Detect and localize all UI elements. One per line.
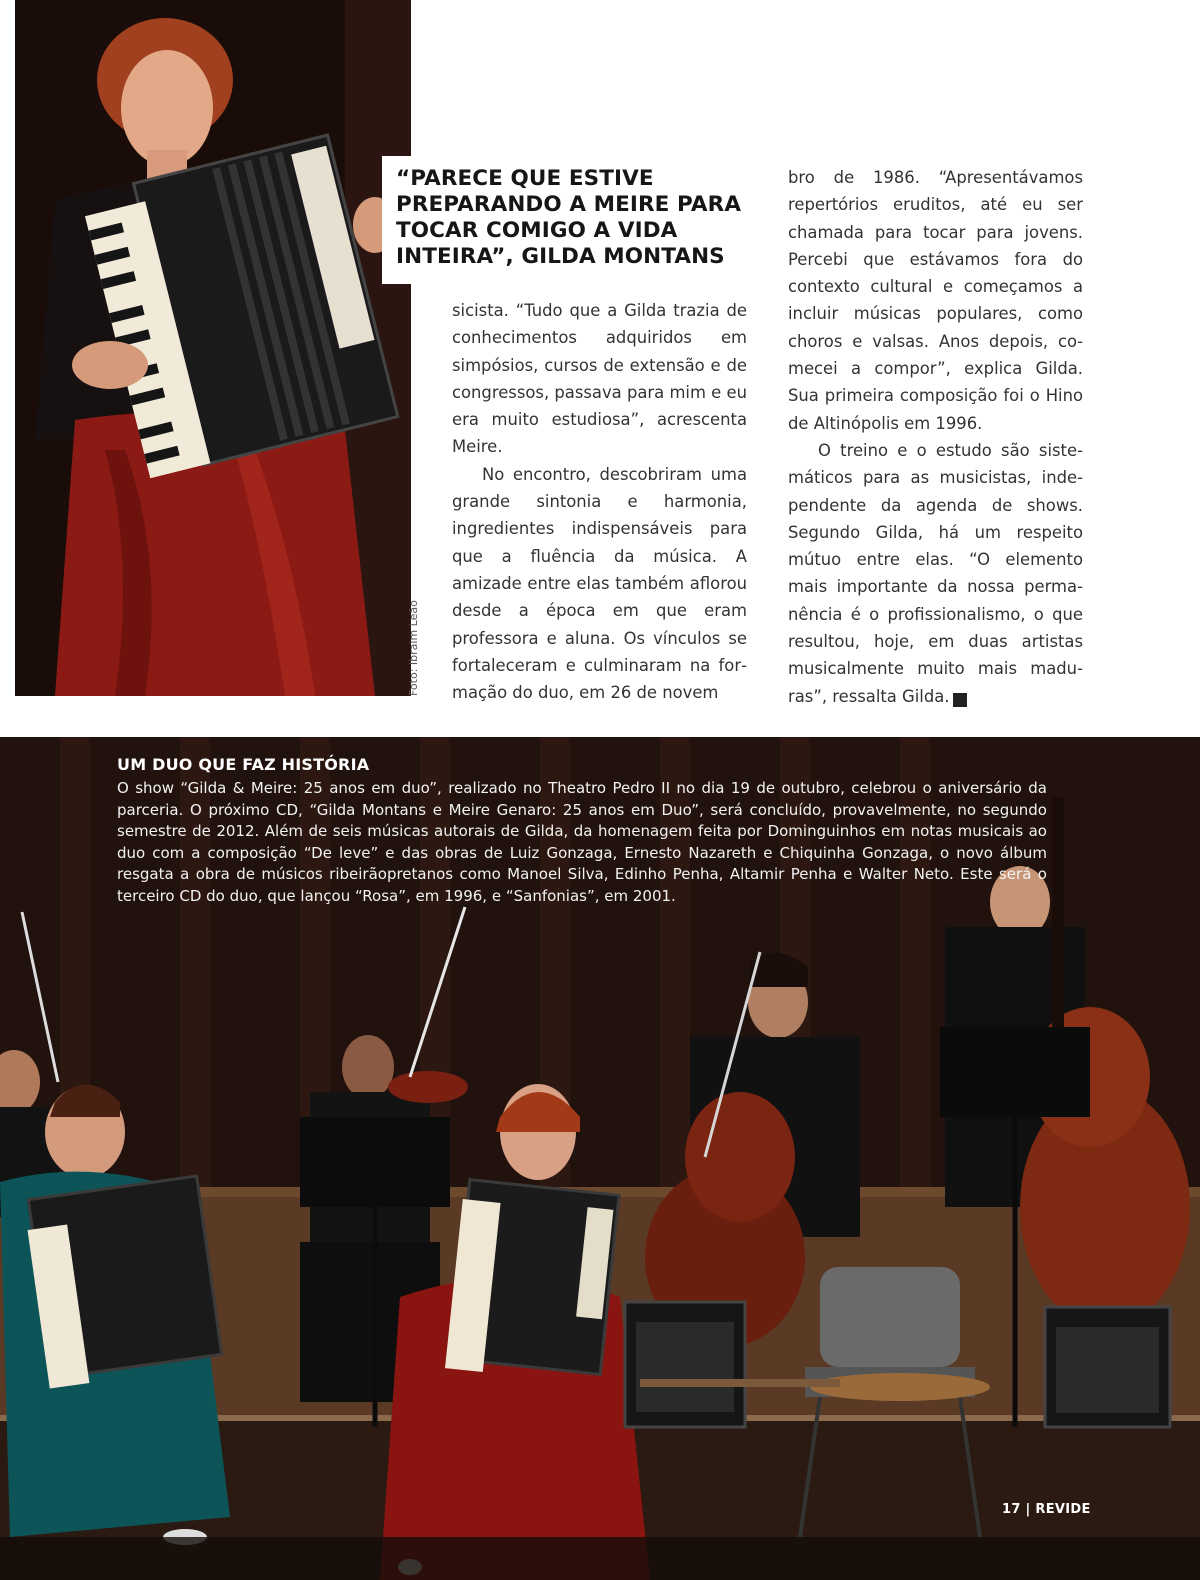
end-of-article-mark: r (953, 693, 967, 707)
sidebar-box-title: UM DUO QUE FAZ HISTÓRIA (117, 755, 370, 774)
article-column-right (788, 164, 1083, 710)
page-folio: 17 | REVIDE (1002, 1502, 1091, 1517)
sidebar-box-text: O show “Gilda & Meire: 25 anos em duo”, realizado no Theatro Pedro II no dia 19 de outubro, celebrou o aniversário da parceria. O próximo CD, “Gilda Montans e Meire Genaro: 25 anos em Duo”, será concluído, provavelmente, no segundo semestre de 2012. Além de seis músicas autorais de Gilda, da homenagem feita por Dominguinhos em notas musicais ao duo com a composição “De leve” e das obras de Luiz Gonzaga, Ernesto Nazareth e Chiquinha Gonzaga, o novo álbum resgata a obra de músicos ribeirãopretanos como Manoel Silva, Edinho Penha, Altamir Penha e Walter Neto. Este será o terceiro CD do duo, que lançou “Rosa”, em 1996, e “Sanfonias”, em 2001. (117, 779, 1047, 905)
paragraph-text: O treino e o estudo são sistemáticos para as musicistas, independente da agenda de shows. Segundo Gilda, há um respeito mútuo entre elas. “O elemento mais importante da nossa permanência é o profissionalismo, o que resultou, hoje, em duas artistas musicalmente muito mais maduras”, ressalta Gilda. (788, 440, 1083, 706)
article-column-middle (452, 297, 747, 706)
accordionist-portrait-illustration (15, 0, 411, 696)
paragraph: bro de 1986. “Apresentávamos repertórios eruditos, até eu ser chamada para tocar para jovens. Percebi que estávamos fora do contexto cultural e começamos a incluir músicas populares, como choros e valsas. Anos depois, comecei a compor”, explica Gilda. Sua primeira composição foi o Hino de Altinópolis em 1996. (788, 168, 1083, 433)
accordionist-portrait-photo (15, 0, 411, 696)
pull-quote: “PARECE QUE ESTIVE PREPARANDO A MEIRE PARA TOCAR COMIGO A VIDA INTEIRA”, GILDA MONTANS (382, 156, 764, 284)
paragraph-with-end-mark (788, 437, 1083, 710)
paragraph: No encontro, descobriram uma grande sintonia e harmonia, ingredientes indispensáveis para que a fluência da música. A amizade entre elas também aflorou desde a época em que eram professora e aluna. Os vínculos se fortaleceram e culminaram na formação do duo, em 26 de novem (452, 464, 747, 703)
paragraph: sicista. “Tudo que a Gilda trazia de conhecimentos adquiridos em simpósios, cursos de extensão e de congressos, passava para mim e eu era muito estudiosa”, acrescenta Meire. (452, 301, 747, 457)
photo-credit: Foto: Ibraim Leão (407, 600, 420, 696)
